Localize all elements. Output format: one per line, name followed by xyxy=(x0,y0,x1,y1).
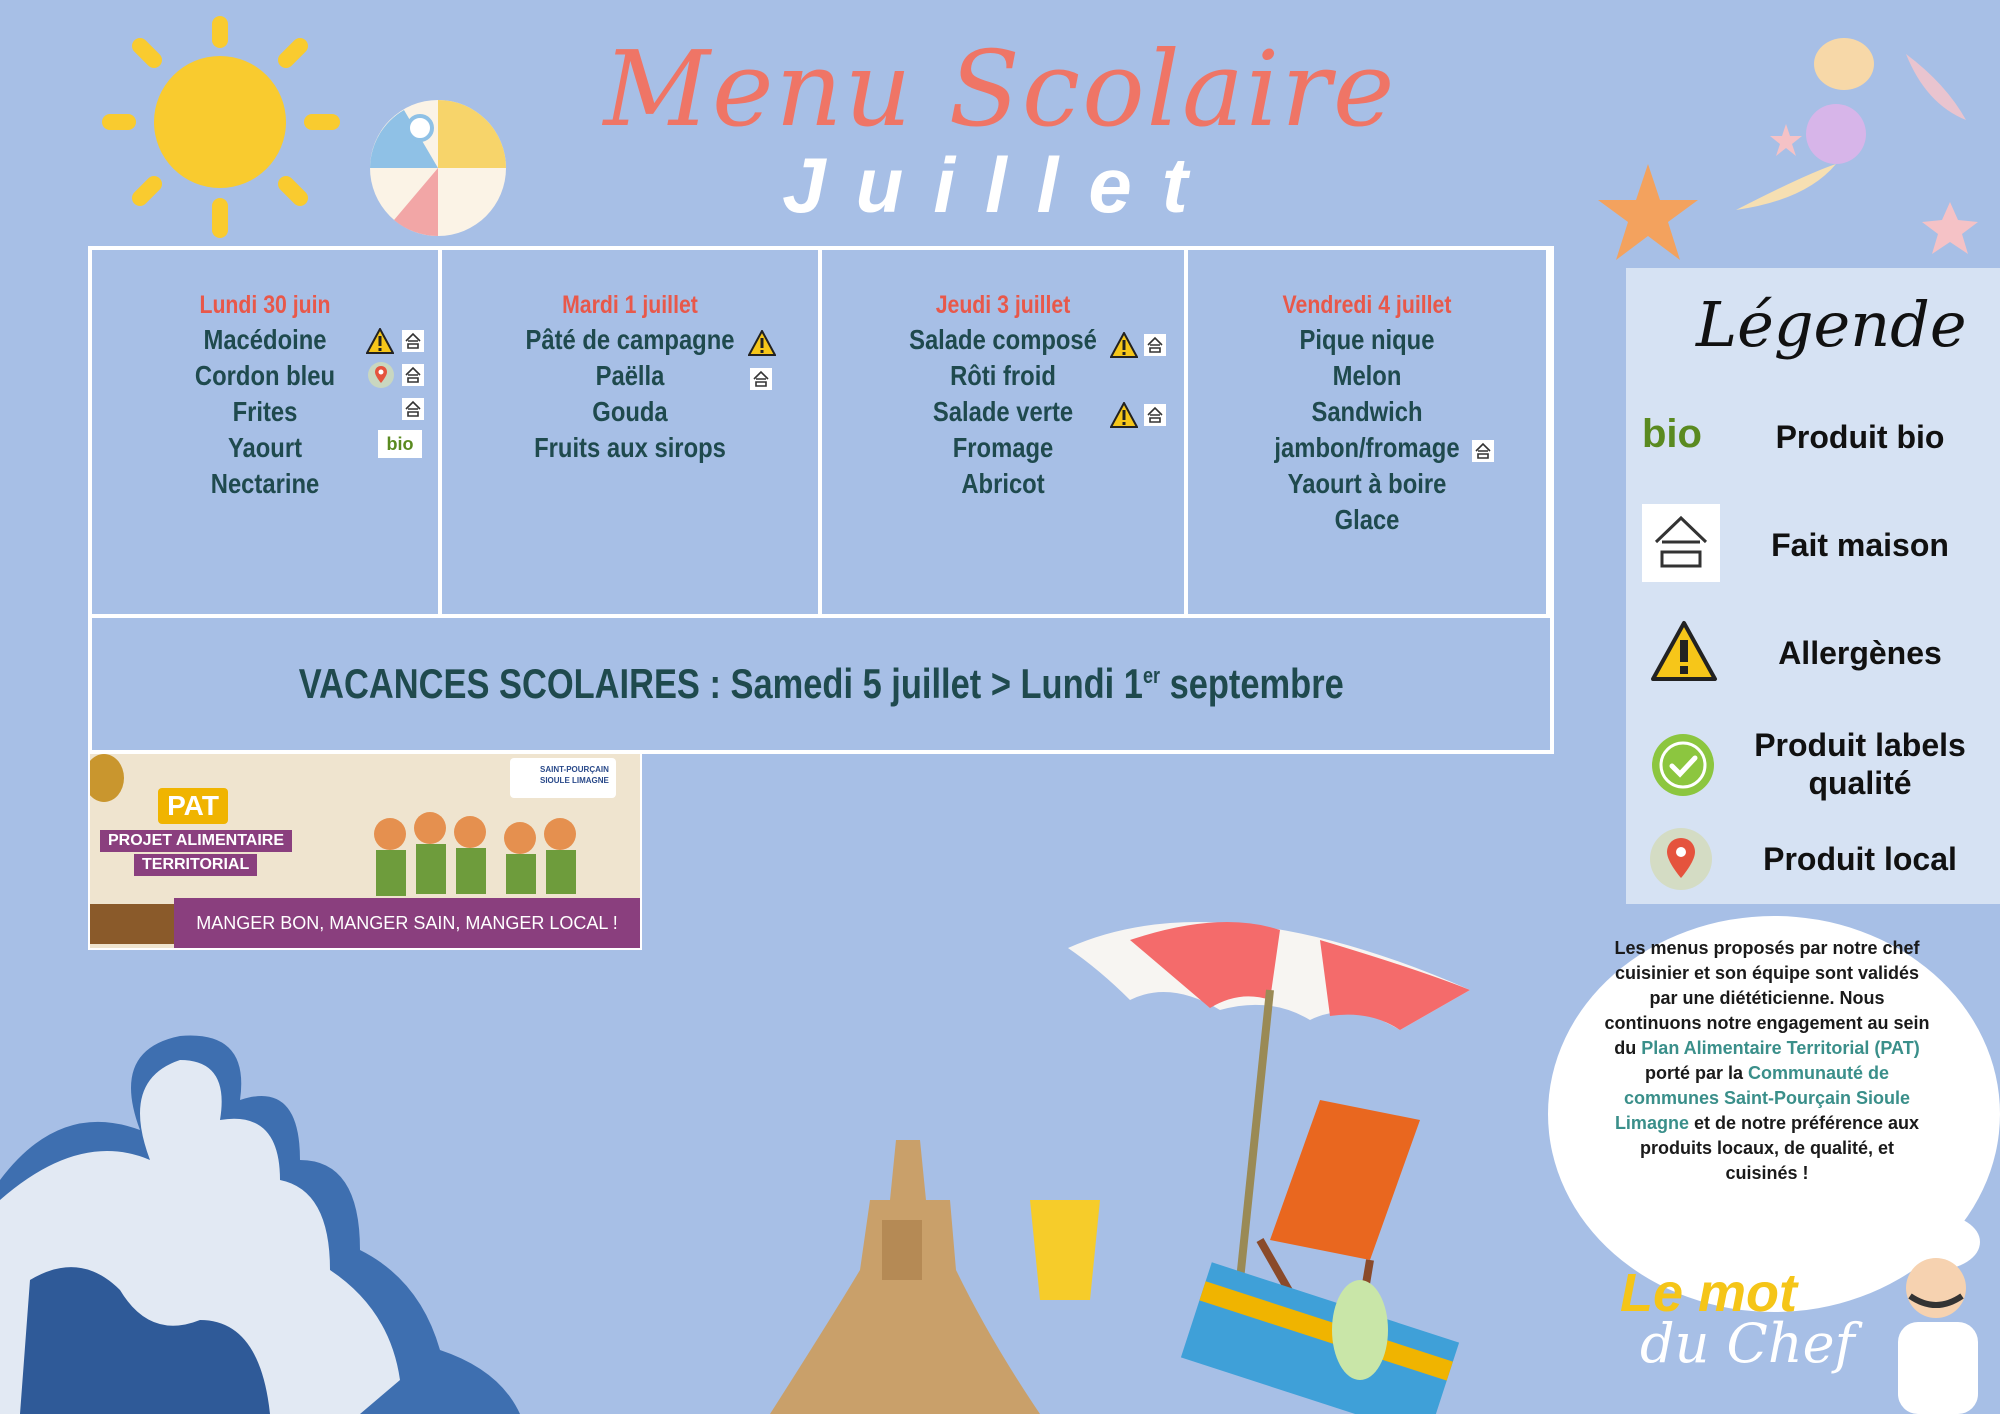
chef-highlight: Plan Alimentaire Territorial (PAT) xyxy=(1641,1038,1920,1058)
legend-label: Produit bio xyxy=(1775,419,1945,455)
day-title: Mardi 1 juillet xyxy=(562,291,698,319)
legend-item-house xyxy=(1626,504,2000,584)
sandcastle-illustration xyxy=(770,1120,1040,1414)
dish: Fromage xyxy=(952,432,1054,463)
dish: Frites xyxy=(232,396,298,427)
dish: Gouda xyxy=(592,396,668,427)
pat-logo-line1: SAINT-POURÇAIN xyxy=(540,765,609,774)
beach-umbrella-illustration xyxy=(1020,900,1490,1414)
chef-text: et de notre préférence aux produits locaux, de qualité, et cuisinés ! xyxy=(1639,1113,1920,1183)
legend-panel xyxy=(1626,268,2000,904)
day-column xyxy=(92,250,442,614)
pat-line1: PROJET ALIMENTAIRE xyxy=(100,830,292,852)
pat-logo-line2: SIOULE LIMAGNE xyxy=(540,776,609,785)
page-subtitle: Juillet xyxy=(782,141,1218,229)
day-title: Jeudi 3 juillet xyxy=(935,291,1071,319)
pin-icon xyxy=(1648,826,1714,892)
dish: Abricot xyxy=(961,468,1045,499)
dish: Rôti froid xyxy=(950,360,1056,391)
legend-label: Produit labels qualité xyxy=(1754,727,1966,801)
house-icon xyxy=(1642,504,1720,582)
chef-text: porté par la xyxy=(1644,1063,1748,1083)
house-icon xyxy=(1144,404,1166,426)
warning-icon xyxy=(1110,332,1138,358)
house-icon xyxy=(402,398,424,420)
bio-icon: bio xyxy=(1642,412,1702,456)
house-icon xyxy=(1472,440,1494,462)
dish: Fruits aux sirops xyxy=(534,432,726,463)
chef-illustration xyxy=(1876,1212,2000,1414)
day-title: Lundi 30 juin xyxy=(199,291,331,319)
legend-label: Produit local xyxy=(1763,841,1957,877)
holiday-row xyxy=(92,614,1550,750)
dish: Cordon bleu xyxy=(194,360,336,391)
warning-icon xyxy=(1650,620,1718,682)
legend-item-local xyxy=(1626,826,2000,896)
pat-banner xyxy=(88,752,642,950)
pin-icon xyxy=(368,362,394,388)
day-column xyxy=(1188,250,1550,614)
dish: Glace xyxy=(1334,504,1400,535)
dish: Sandwich xyxy=(1311,396,1423,427)
legend-label: Fait maison xyxy=(1771,527,1949,563)
day-column xyxy=(442,250,822,614)
holiday-sup: er xyxy=(1142,663,1160,688)
day-title: Vendredi 4 juillet xyxy=(1282,291,1452,319)
dish: Pâté de campagne xyxy=(525,324,735,355)
page-title: Menu Scolaire xyxy=(603,28,1397,150)
legend-item-allergen xyxy=(1626,620,2000,690)
house-icon xyxy=(1144,334,1166,356)
warning-icon xyxy=(366,328,394,354)
menu-grid xyxy=(88,246,1554,754)
legend-title: Légende xyxy=(1696,288,1967,361)
warning-icon xyxy=(1110,402,1138,428)
chef-message xyxy=(1602,936,1932,1186)
pat-badge: PAT xyxy=(158,788,228,824)
chef-label-2: du Chef xyxy=(1640,1312,1855,1375)
house-icon xyxy=(402,364,424,386)
house-icon xyxy=(750,368,772,390)
holiday-prefix: VACANCES SCOLAIRES : Samedi 5 juillet > Lundi 1 xyxy=(298,660,1143,707)
dish: Salade composé xyxy=(909,324,1097,355)
dish: jambon/fromage xyxy=(1274,432,1460,463)
dish: Pique nique xyxy=(1299,324,1435,355)
pat-logo xyxy=(510,758,616,798)
house-icon xyxy=(402,330,424,352)
check-icon xyxy=(1650,732,1716,798)
dish: Yaourt xyxy=(227,432,303,463)
wave-illustration xyxy=(0,1020,620,1414)
dish: Paëlla xyxy=(595,360,665,391)
pat-slogan: MANGER BON, MANGER SAIN, MANGER LOCAL ! xyxy=(174,898,640,948)
day-column xyxy=(822,250,1188,614)
legend-label: Allergènes xyxy=(1778,635,1942,671)
holiday-suffix: septembre xyxy=(1159,660,1344,707)
dish: Melon xyxy=(1332,360,1402,391)
chef-text: Les menus proposés par notre chef cuisinier et son équipe sont validés par une diététicienne. Nous continuons notre engagement au sein du xyxy=(1604,938,1930,1058)
dish: Macédoine xyxy=(203,324,327,355)
holiday-text xyxy=(298,660,1343,708)
pat-line2: TERRITORIAL xyxy=(134,854,257,876)
dish: Nectarine xyxy=(210,468,320,499)
dish: Yaourt à boire xyxy=(1287,468,1447,499)
bio-icon: bio xyxy=(378,430,422,458)
legend-item-quality xyxy=(1626,722,2000,812)
legend-item-bio xyxy=(1626,408,2000,468)
warning-icon xyxy=(748,330,776,356)
chef-highlight: Communauté de communes Saint-Pourçain Sioule Limagne xyxy=(1614,1063,1911,1133)
chef-label-1: Le mot xyxy=(1620,1263,1798,1323)
dish: Salade verte xyxy=(932,396,1074,427)
